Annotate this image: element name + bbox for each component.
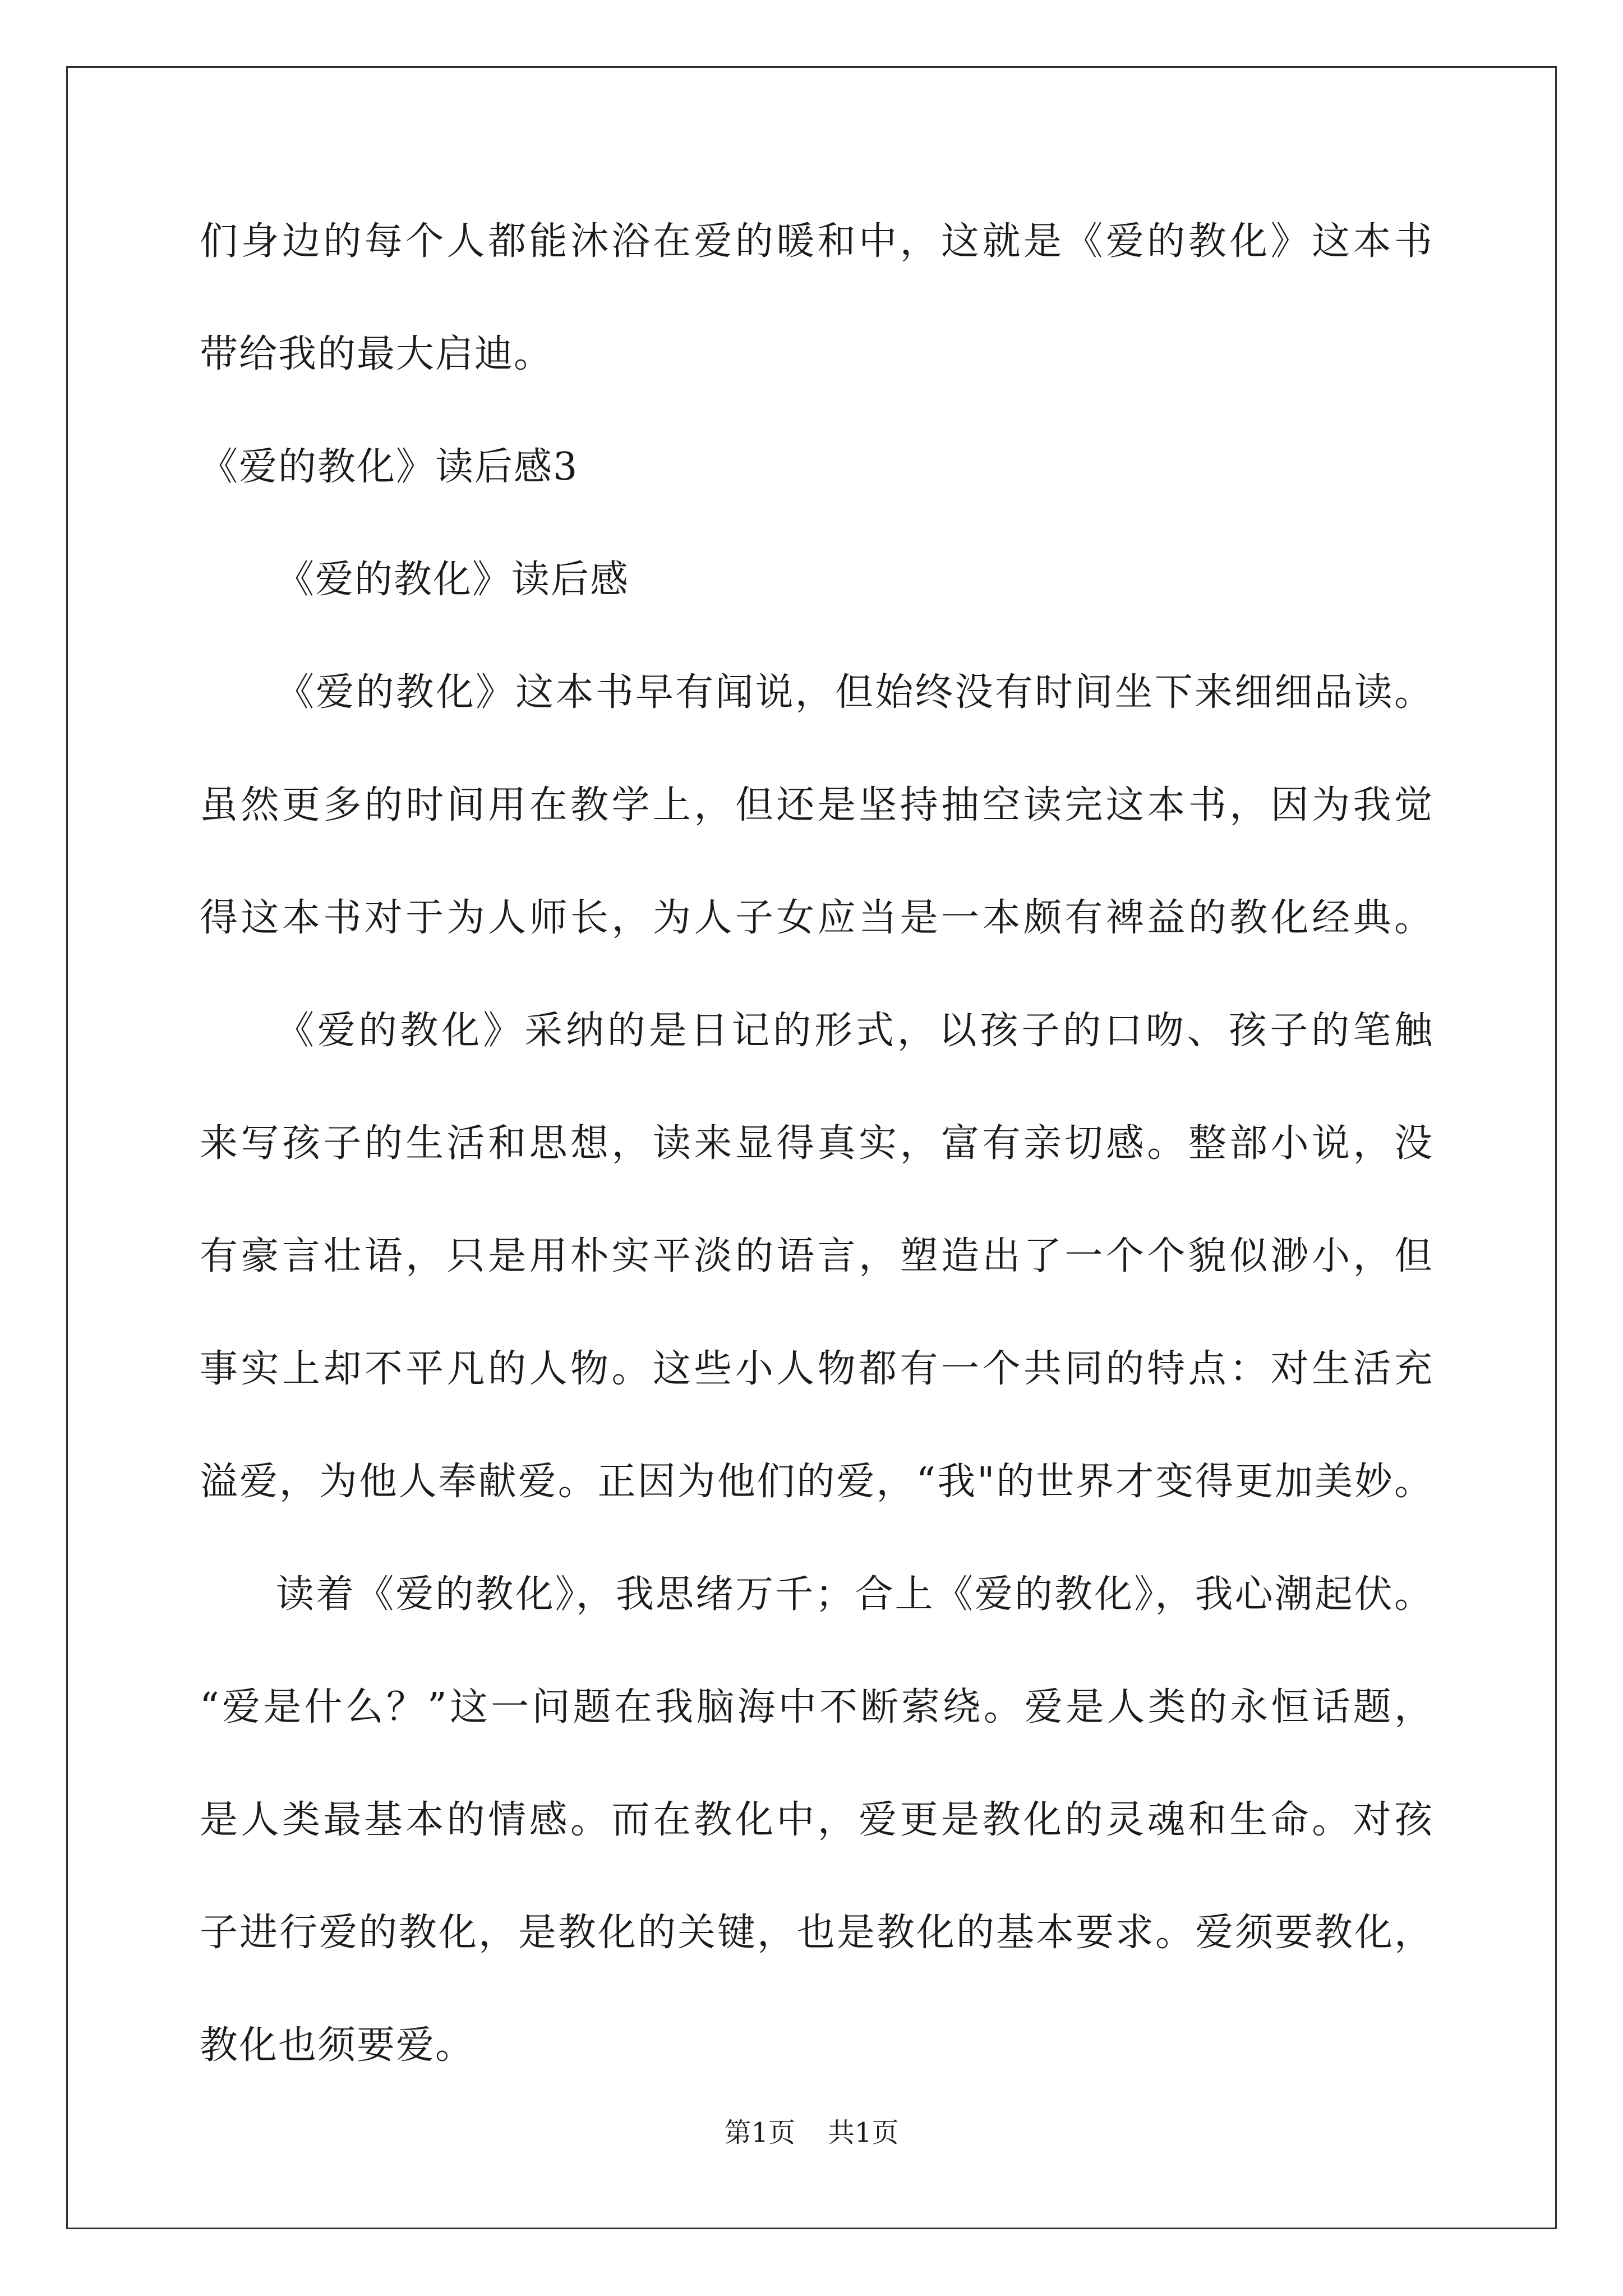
paragraph-start: 《爱的教化》采纳的是日记的形式，以孩子的口吻、孩子的笔触 xyxy=(276,1009,1433,1053)
text-line: 子进行爱的教化，是教化的关键，也是教化的基本要求。爱须要教化， xyxy=(200,1911,1433,1955)
text-line: 带给我的最大启迪。 xyxy=(200,332,554,376)
text-line: 们身边的每个人都能沐浴在爱的暖和中，这就是《爱的教化》这本书 xyxy=(200,219,1433,264)
page-total: 共1页 xyxy=(828,2117,899,2148)
page-footer xyxy=(0,2116,1623,2150)
page-number: 第1页 xyxy=(724,2117,795,2148)
essay-title: 《爱的教化》读后感 xyxy=(276,558,630,602)
text-line: 教化也须要爱。 xyxy=(200,2023,475,2068)
text-line: 得这本书对于为人师长，为人子女应当是一本颇有裨益的教化经典。 xyxy=(200,896,1433,940)
text-line: 溢爱，为他人奉献爱。正因为他们的爱，“我"的世界才变得更加美妙。 xyxy=(200,1460,1433,1504)
text-line: 事实上却不平凡的人物。这些小人物都有一个共同的特点：对生活充 xyxy=(200,1347,1433,1391)
section-heading: 《爱的教化》读后感3 xyxy=(200,445,579,489)
text-line: 来写孩子的生活和思想，读来显得真实，富有亲切感。整部小说，没 xyxy=(200,1121,1433,1166)
paragraph-start: 《爱的教化》这本书早有闻说，但始终没有时间坐下来细细品读。 xyxy=(276,670,1433,715)
text-line: “爱是什么？”这一问题在我脑海中不断萦绕。爱是人类的永恒话题， xyxy=(200,1685,1433,1729)
text-line: 虽然更多的时间用在教学上，但还是坚持抽空读完这本书，因为我觉 xyxy=(200,783,1433,827)
text-line: 是人类最基本的情感。而在教化中，爱更是教化的灵魂和生命。对孩 xyxy=(200,1798,1433,1842)
document-body xyxy=(200,185,1433,2102)
paragraph-start: 读着《爱的教化》，我思绪万千；合上《爱的教化》，我心潮起伏。 xyxy=(276,1572,1433,1617)
text-line: 有豪言壮语，只是用朴实平淡的语言，塑造出了一个个貌似渺小，但 xyxy=(200,1234,1433,1278)
